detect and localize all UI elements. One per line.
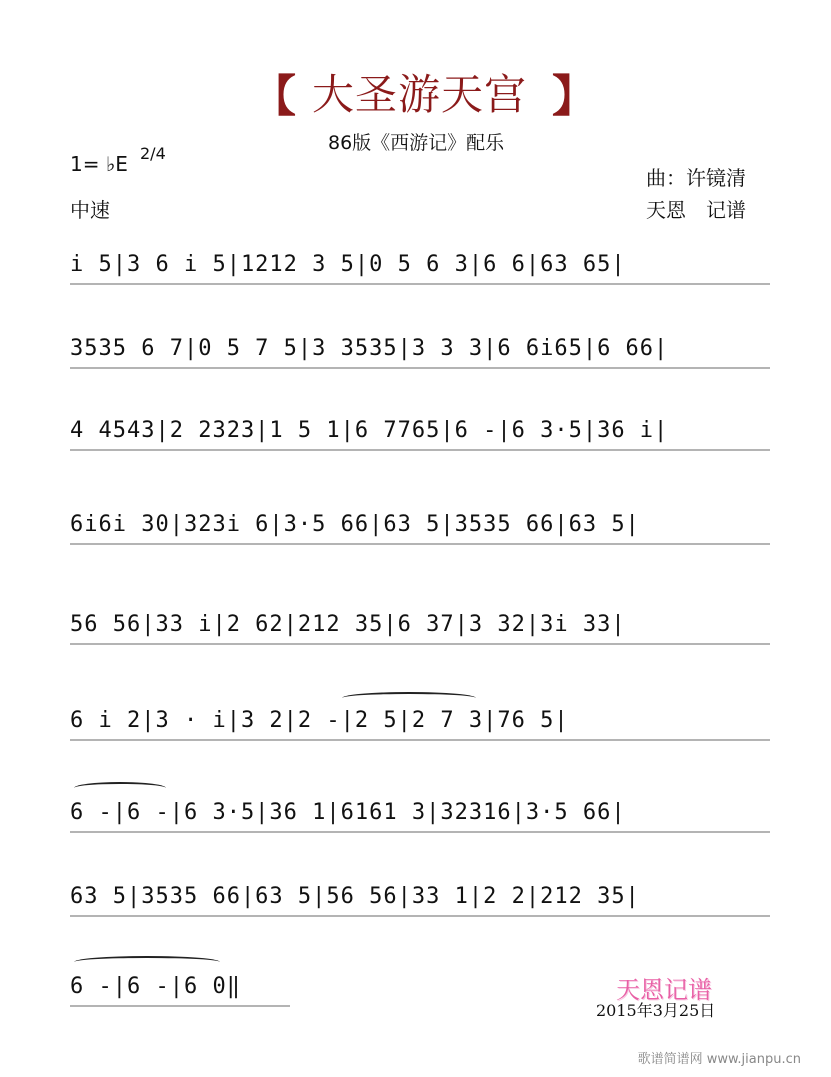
page-title: 大圣游天宫 — [312, 70, 528, 119]
title-right-bracket: 】 — [552, 71, 596, 122]
score-row-7: 6 -|6 -|6 3·5|36 1|6161 3|32316|3·5 66| — [70, 800, 770, 825]
key-signature: 1= ♭E — [70, 152, 128, 176]
score-row-9: 6 -|6 -|6 0‖ — [70, 974, 290, 999]
composer-credit: 曲：许镜清 — [646, 166, 746, 190]
score-row-3: 4 4543|2 2323|1 5 1|6 7765|6 -|6 3·5|36 i| — [70, 418, 770, 443]
score-row-5: 56 56|33 i|2 62|212 35|6 37|3 32|3i 33| — [70, 612, 770, 637]
transcriber-credit: 天恩 记谱 — [646, 198, 746, 222]
score-row-6: 6 i 2|3 · i|3 2|2 -|2 5|2 7 3|76 5| — [70, 708, 770, 733]
slur-mark — [74, 956, 220, 968]
slur-mark — [74, 782, 166, 794]
time-signature: 2/4 — [140, 144, 166, 163]
score-row-8: 63 5|3535 66|63 5|56 56|33 1|2 2|212 35| — [70, 884, 770, 909]
transcriber-stamp: 天恩记谱 — [616, 976, 712, 1004]
score-row-4: 6i6i 30|323i 6|3·5 66|63 5|3535 66|63 5| — [70, 512, 770, 537]
score-row-1: i 5|3 6 i 5|1212 3 5|0 5 6 3|6 6|63 65| — [70, 252, 770, 277]
title-left-bracket: 【 — [252, 71, 296, 122]
score-row-2: 3535 6 7|0 5 7 5|3 3535|3 3 3|6 6i65|6 66| — [70, 336, 770, 361]
slur-mark — [342, 692, 476, 704]
subtitle: 86版《西游记》配乐 — [328, 132, 505, 154]
watermark: 歌谱简谱网 www.jianpu.cn — [637, 1052, 801, 1067]
date-label: 2015年3月25日 — [596, 1001, 716, 1020]
tempo-marking: 中速 — [70, 198, 110, 222]
